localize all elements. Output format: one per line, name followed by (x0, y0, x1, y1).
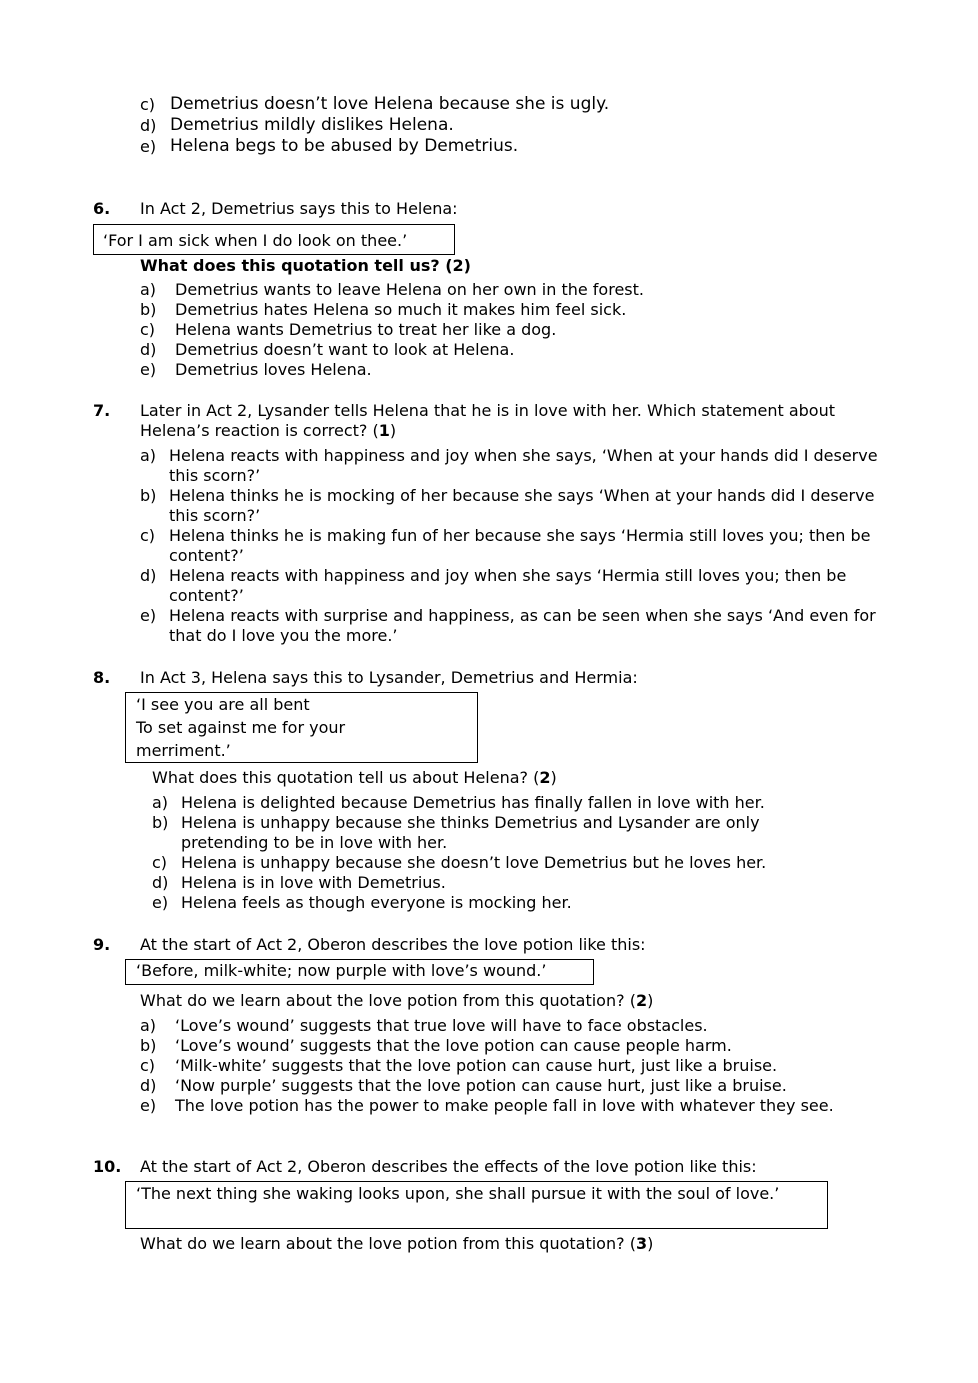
list-item (140, 136, 900, 157)
prompt-close: ) (647, 991, 654, 1010)
option-letter: a) (140, 1016, 157, 1035)
question-number: 9. (93, 935, 111, 954)
option-text: The love potion has the power to make people fall in love with whatever they see. (175, 1096, 834, 1115)
prompt-text: What does this quotation tell us about Helena? ( (152, 768, 540, 787)
list-item (140, 115, 900, 136)
option-text: Demetrius doesn’t want to look at Helena. (175, 340, 515, 359)
option-text: Demetrius loves Helena. (175, 360, 372, 379)
list-item (140, 320, 900, 340)
option-letter: e) (140, 360, 157, 379)
option-letter: e) (152, 893, 169, 912)
option-text: ‘Love’s wound’ suggests that the love potion can cause people harm. (175, 1036, 732, 1055)
option-text: Helena is delighted because Demetrius has finally fallen in love with her. (181, 793, 765, 812)
option-text: Helena is unhappy because she thinks Demetrius and Lysander are only pretending to be in love with her. (181, 813, 760, 852)
question-prompt: What does this quotation tell us? (2) (140, 256, 471, 275)
list-item (140, 94, 900, 115)
option-letter: b) (152, 813, 169, 832)
prompt-text: What do we learn about the love potion from this quotation? ( (140, 1234, 636, 1253)
option-letter: c) (152, 853, 168, 872)
stem-text: Later in Act 2, Lysander tells Helena that he is in love with her. Which statement about Helena’s reaction is correct? ( (140, 401, 835, 440)
option-letter: b) (140, 486, 157, 505)
quotation-text: ‘The next thing she waking looks upon, she shall pursue it with the soul of love.’ (136, 1184, 780, 1203)
option-letter: d) (140, 1076, 157, 1095)
option-letter: e) (140, 606, 157, 625)
quotation-box (125, 1181, 828, 1229)
question-stem: In Act 3, Helena says this to Lysander, Demetrius and Hermia: (140, 668, 638, 687)
option-letter: a) (140, 446, 157, 465)
q8-options (152, 793, 832, 913)
option-text: Demetrius hates Helena so much it makes him feel sick. (175, 300, 627, 319)
question-stem (140, 401, 880, 441)
option-letter: c) (140, 526, 156, 545)
question-stem: At the start of Act 2, Oberon describes the effects of the love potion like this: (140, 1157, 757, 1176)
quotation-text: ‘Before, milk-white; now purple with love’s wound.’ (136, 961, 547, 980)
list-item (152, 853, 832, 873)
option-text: Helena thinks he is making fun of her because she says ‘Hermia still loves you; then be content?’ (169, 526, 871, 565)
prompt-close: ) (647, 1234, 654, 1253)
option-letter: c) (140, 320, 156, 339)
list-item (140, 606, 880, 646)
option-text: Helena reacts with happiness and joy when she says ‘Hermia still loves you; then be content?’ (169, 566, 847, 605)
quotation-line: ‘I see you are all bent (136, 695, 310, 714)
option-letter: a) (152, 793, 169, 812)
quotation-line: merriment.’ (136, 741, 231, 760)
list-item (140, 1076, 860, 1096)
option-letter: b) (140, 1036, 157, 1055)
q7-options (140, 446, 880, 646)
list-item (140, 360, 900, 380)
list-item (152, 813, 832, 853)
question-stem: At the start of Act 2, Oberon describes the love potion like this: (140, 935, 646, 954)
option-text: ‘Love’s wound’ suggests that true love will have to face obstacles. (175, 1016, 708, 1035)
q9-options (140, 1016, 860, 1116)
option-text: Helena begs to be abused by Demetrius. (170, 136, 519, 156)
list-item (140, 486, 880, 526)
question-number: 8. (93, 668, 111, 687)
option-letter: a) (140, 280, 157, 299)
option-text: Demetrius doesn’t love Helena because she is ugly. (170, 94, 610, 114)
option-letter: c) (140, 1056, 156, 1075)
question-stem: In Act 2, Demetrius says this to Helena: (140, 199, 458, 218)
quotation-box (125, 692, 478, 763)
quotation-text: ‘For I am sick when I do look on thee.’ (103, 231, 408, 250)
prompt-text: What do we learn about the love potion from this quotation? ( (140, 991, 636, 1010)
option-text: Helena reacts with surprise and happiness, as can be seen when she says ‘And even for that do I love you the more.’ (169, 606, 876, 645)
option-letter: b) (140, 300, 157, 319)
question-prompt (140, 991, 653, 1011)
option-text: Demetrius wants to leave Helena on her own in the forest. (175, 280, 644, 299)
quotation-box (125, 959, 594, 985)
option-text: Helena feels as though everyone is mocking her. (181, 893, 572, 912)
option-letter: c) (140, 95, 156, 114)
marks-value: 2 (539, 768, 551, 787)
list-item (140, 526, 880, 566)
list-item (140, 566, 880, 606)
option-text: Helena reacts with happiness and joy when she says, ‘When at your hands did I deserve this scorn?’ (169, 446, 878, 485)
q6-options (140, 280, 900, 380)
prompt-close: ) (550, 768, 557, 787)
list-item (140, 1016, 860, 1036)
option-text: ‘Now purple’ suggests that the love potion can cause hurt, just like a bruise. (175, 1076, 787, 1095)
marks-value: 2 (635, 991, 648, 1010)
list-item (140, 340, 900, 360)
option-letter: d) (152, 873, 169, 892)
option-text: Helena wants Demetrius to treat her like a dog. (175, 320, 557, 339)
marks-value: 3 (635, 1234, 648, 1253)
list-item (152, 873, 832, 893)
list-item (140, 1036, 860, 1056)
question-number: 6. (93, 199, 111, 218)
option-text: Helena thinks he is mocking of her because she says ‘When at your hands did I deserve this scorn?’ (169, 486, 875, 525)
option-text: Helena is unhappy because she doesn’t love Demetrius but he loves her. (181, 853, 767, 872)
option-letter: e) (140, 1096, 157, 1115)
list-item (140, 446, 880, 486)
list-item (140, 280, 900, 300)
question-prompt (152, 768, 557, 788)
list-item (152, 893, 832, 913)
question-prompt (140, 1234, 653, 1254)
question-number: 10. (93, 1157, 122, 1176)
list-item (140, 1056, 860, 1076)
stem-close: ) (389, 421, 397, 440)
marks-value: 1 (378, 421, 390, 440)
quotation-box (93, 224, 455, 255)
list-item (152, 793, 832, 813)
option-letter: e) (140, 137, 157, 156)
q5-carryover-options (140, 94, 900, 157)
option-text: Helena is in love with Demetrius. (181, 873, 446, 892)
list-item (140, 1096, 860, 1116)
option-text: Demetrius mildly dislikes Helena. (170, 115, 454, 135)
option-letter: d) (140, 116, 157, 135)
option-letter: d) (140, 340, 157, 359)
quotation-line: To set against me for your (136, 718, 346, 737)
option-text: ‘Milk-white’ suggests that the love potion can cause hurt, just like a bruise. (175, 1056, 778, 1075)
option-letter: d) (140, 566, 157, 585)
question-number: 7. (93, 401, 111, 420)
list-item (140, 300, 900, 320)
